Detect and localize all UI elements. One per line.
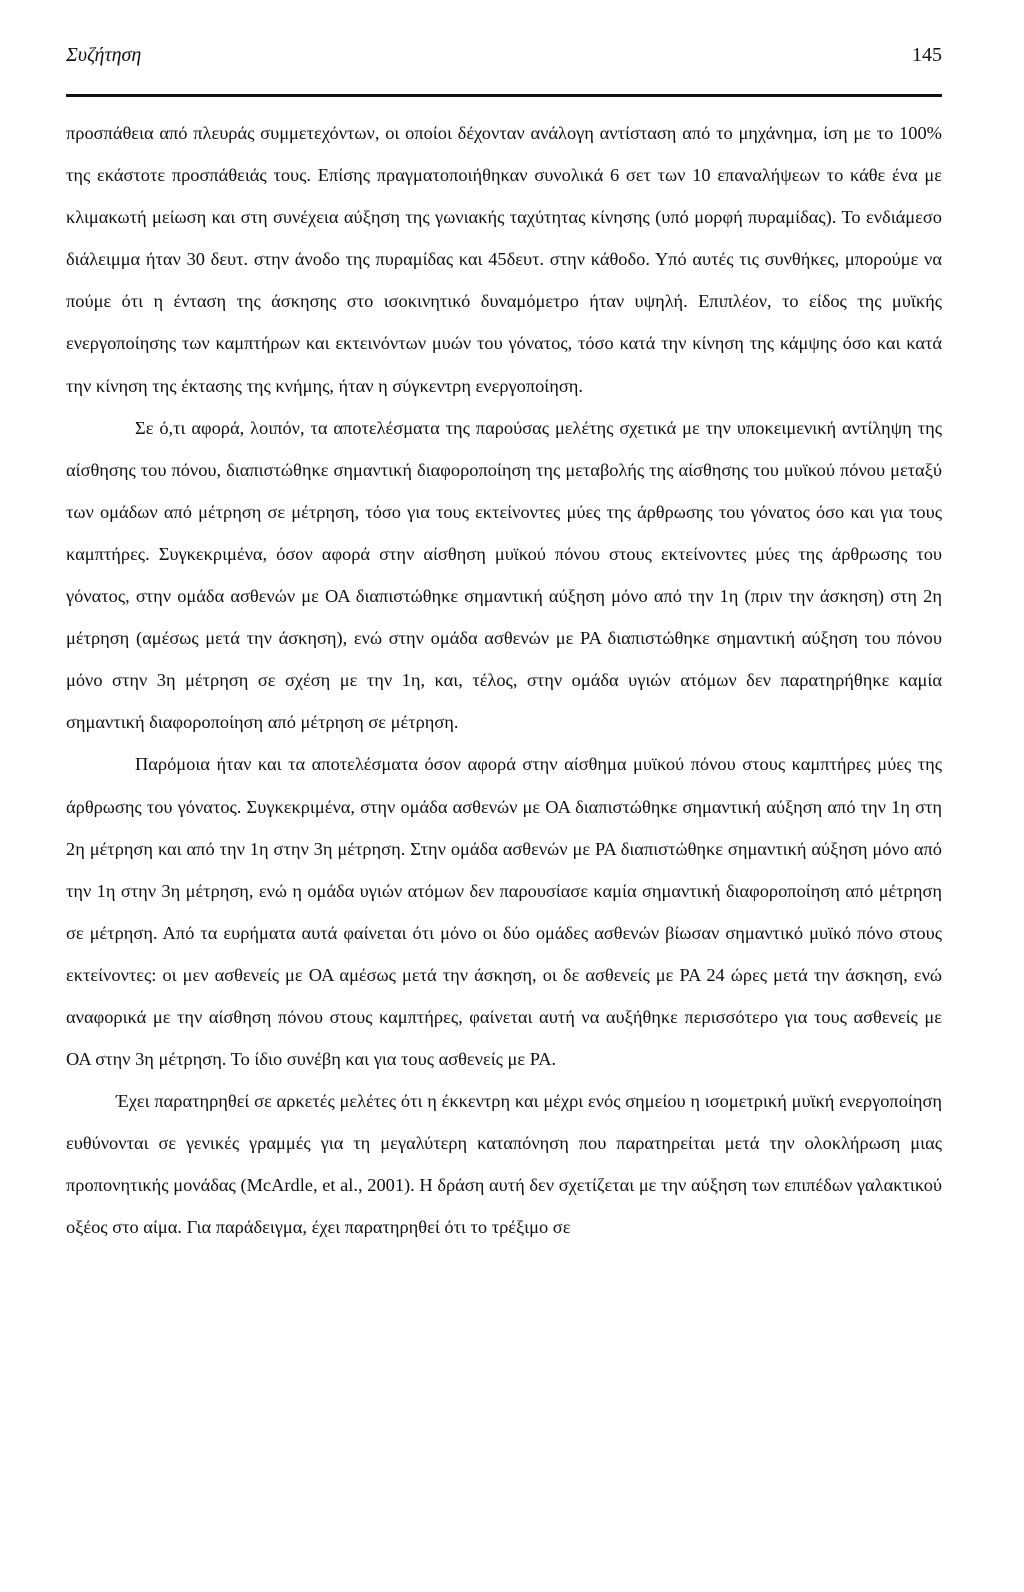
running-header xyxy=(66,44,942,74)
header-divider xyxy=(66,94,942,97)
paragraph-2: Σε ό,τι αφορά, λοιπόν, τα αποτελέσματα της παρούσας μελέτης σχετικά με την υποκειμενική αντίληψη της αίσθησης του πόνου, διαπιστώθηκε σημαντική διαφοροποίηση της μεταβολής της αίσθησης του μυϊκού πόνου μεταξύ των ομάδων από μέτρηση σε μέτρηση, τόσο για τους εκτείνοντες μύες της άρθρωσης του γόνατος όσο και για τους καμπτήρες. Συγκεκριμένα, όσον αφορά στην αίσθηση μυϊκού πόνου στους εκτείνοντες μύες της άρθρωσης του γόνατος, στην ομάδα ασθενών με ΟΑ διαπιστώθηκε σημαντική αύξηση μόνο από την 1η (πριν την άσκηση) στη 2η μέτρηση (αμέσως μετά την άσκηση), ενώ στην ομάδα ασθενών με ΡΑ διαπιστώθηκε σημαντική αύξηση του πόνου μόνο στην 3η μέτρηση σε σχέση με την 1η, και, τέλος, στην ομάδα υγιών ατόμων δεν παρατηρήθηκε καμία σημαντική διαφοροποίηση από μέτρηση σε μέτρηση. xyxy=(66,417,942,733)
document-page xyxy=(66,0,942,1592)
paragraph-1: προσπάθεια από πλευράς συμμετεχόντων, οι οποίοι δέχονταν ανάλογη αντίσταση από το μηχάνημα, ίση με το 100% της εκάστοτε προσπάθειάς τους. Επίσης πραγματοποιήθηκαν συνολικά 6 σετ των 10 επαναλήψεων το κάθε ένα με κλιμακωτή μείωση και στη συνέχεια αύξηση της γωνιακής ταχύτητας κίνησης (υπό μορφή πυραμίδας). Το ενδιάμεσο διάλειμμα ήταν 30 δευτ. στην άνοδο της πυραμίδας και 45δευτ. στην κάθοδο. Υπό αυτές τις συνθήκες, μπορούμε να πούμε ότι η ένταση της άσκησης στο ισοκινητικό δυναμόμετρο ήταν υψηλή. Επιπλέον, το είδος της μυϊκής ενεργοποίησης των καμπτήρων και εκτεινόντων μυών του γόνατος, τόσο κατά την κίνηση της κάμψης όσο και κατά την κίνηση της έκτασης της κνήμης, ήταν η σύγκεντρη ενεργοποίηση. xyxy=(66,123,942,396)
section-title: Συζήτηση xyxy=(66,44,142,66)
paragraph-4: Έχει παρατηρηθεί σε αρκετές μελέτες ότι η έκκεντρη και μέχρι ενός σημείου η ισομετρική μυϊκή ενεργοποίηση ευθύνονται σε γενικές γραμμές για τη μεγαλύτερη καταπόνηση που παρατηρείται μετά την ολοκλήρωση μιας προπονητικής μονάδας (McArdle, et al., 2001). Η δράση αυτή δεν σχετίζεται με την αύξηση των επιπέδων γαλακτικού οξέος στο αίμα. Για παράδειγμα, έχει παρατηρηθεί ότι το τρέξιμο σε xyxy=(66,1091,942,1238)
paragraph-3: Παρόμοια ήταν και τα αποτελέσματα όσον αφορά στην αίσθημα μυϊκού πόνου στους καμπτήρες μύες της άρθρωσης του γόνατος. Συγκεκριμένα, στην ομάδα ασθενών με ΟΑ διαπιστώθηκε σημαντική αύξηση από την 1η στη 2η μέτρηση και από την 1η στην 3η μέτρηση. Στην ομάδα ασθενών με ΡΑ διαπιστώθηκε σημαντική αύξηση μόνο από την 1η στην 3η μέτρηση, ενώ η ομάδα υγιών ατόμων δεν παρουσίασε καμία σημαντική διαφοροποίηση από μέτρηση σε μέτρηση. Από τα ευρήματα αυτά φαίνεται ότι μόνο οι δύο ομάδες ασθενών βίωσαν σημαντικό μυϊκό πόνο στους εκτείνοντες: οι μεν ασθενείς με ΟΑ αμέσως μετά την άσκηση, οι δε ασθενείς με ΡΑ 24 ώρες μετά την άσκηση, ενώ αναφορικά με την αίσθηση πόνου στους καμπτήρες, φαίνεται αυτή να αυξήθηκε περισσότερο για τους ασθενείς με ΟΑ στην 3η μέτρηση. Το ίδιο συνέβη και για τους ασθενείς με ΡΑ. xyxy=(66,754,942,1070)
page-number: 145 xyxy=(912,44,942,66)
body-text xyxy=(66,112,942,1249)
